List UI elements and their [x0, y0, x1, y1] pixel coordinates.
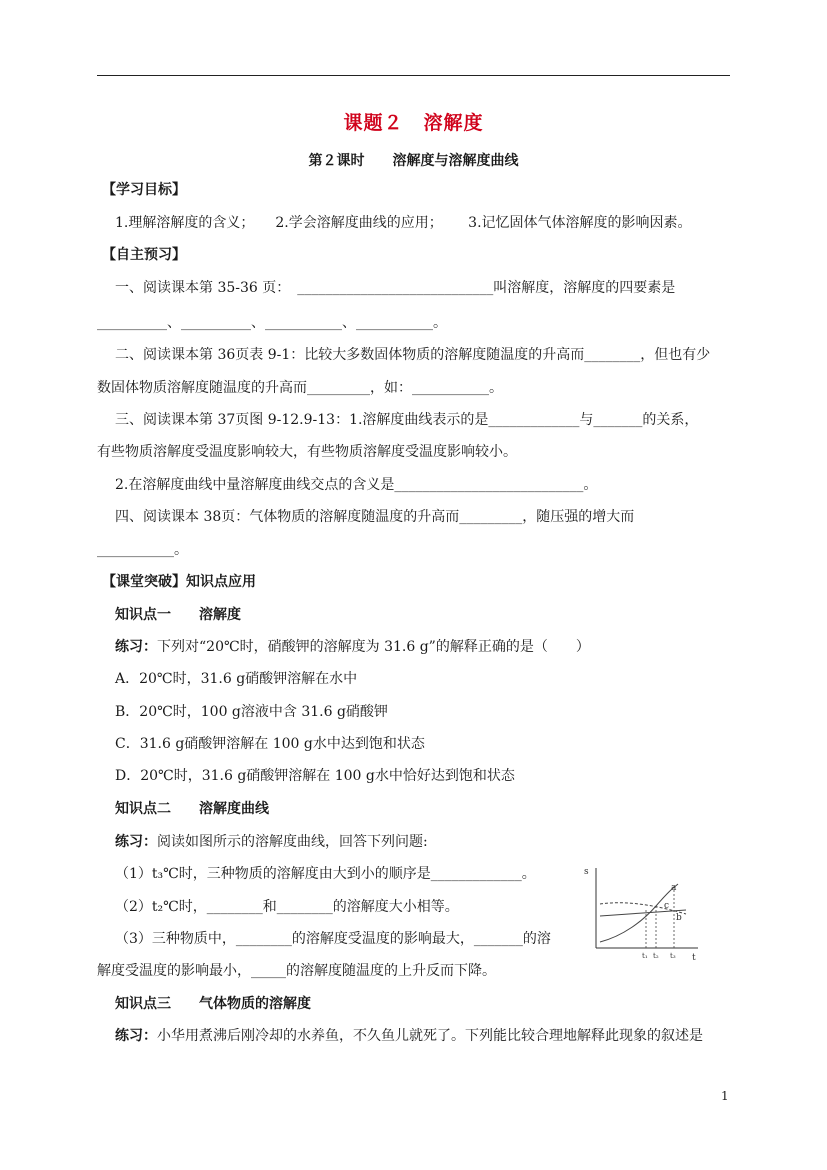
- curve-b: [600, 910, 686, 916]
- curve-b-label: b: [676, 913, 682, 923]
- preview-p1-line2: __________、__________、___________、___________。: [97, 315, 447, 331]
- k2-question: [115, 833, 428, 851]
- curve-c: [600, 903, 686, 914]
- preview-p4-line2: ___________。: [97, 542, 188, 558]
- k1-option-c: C．31.6 g硝酸钾溶解在 100 g水中达到饱和状态: [115, 736, 425, 752]
- x-axis-label: t: [692, 953, 696, 963]
- k2-sub3-line2: 解度受温度的影响最小，_____的溶解度随温度的上升反而下降。: [97, 963, 496, 979]
- preview-p1-line1: 一、阅读课本第 35-36 页： ____________________________叫溶解度，溶解度的四要素是: [115, 280, 676, 296]
- k1-title: 知识点一 溶解度: [115, 607, 241, 623]
- curve-a-label: a: [671, 883, 677, 893]
- k2-question-label: 练习：: [115, 834, 157, 850]
- k2-question-text: 阅读如图所示的溶解度曲线，回答下列问题:: [157, 834, 428, 850]
- solubility-curve-figure: [578, 856, 708, 966]
- preview-p2-line1: 二、阅读课本第 36页表 9-1：比较大多数固体物质的溶解度随温度的升高而________，但也有少: [115, 347, 711, 363]
- k1-option-b: B．20℃时，100 g溶液中含 31.6 g硝酸钾: [115, 704, 388, 720]
- lesson-subtitle: 第２课时 溶解度与溶解度曲线: [308, 153, 519, 169]
- k3-question-label: 练习：: [115, 1028, 157, 1044]
- goals-heading: 【学习目标】: [102, 182, 186, 198]
- preview-heading: 【自主预习】: [102, 247, 186, 263]
- k2-sub1: （1）t₃℃时，三种物质的溶解度由大到小的顺序是_____________。: [115, 866, 536, 882]
- k1-option-d: D．20℃时，31.6 g硝酸钾溶解在 100 g水中恰好达到饱和状态: [115, 768, 515, 784]
- preview-p3-line2: 有些物质溶解度受温度影响较大，有些物质溶解度受温度影响较小。: [97, 444, 517, 460]
- k3-title: 知识点三 气体物质的溶解度: [115, 996, 311, 1012]
- preview-p3-line3: 2.在溶解度曲线中量溶解度曲线交点的含义是___________________________。: [115, 477, 598, 493]
- lesson-title: 课题２ 溶解度: [343, 112, 484, 134]
- page-number: 1: [721, 1089, 729, 1103]
- k3-question-text: 小华用煮沸后刚冷却的水养鱼，不久鱼儿就死了。下列能比较合理地解释此现象的叙述是: [157, 1028, 703, 1044]
- header-rule: [97, 75, 730, 76]
- k1-question-text: 下列对“20℃时，硝酸钾的溶解度为 31.6 g”的解释正确的是（ ）: [157, 639, 590, 655]
- k1-option-a: A．20℃时，31.6 g硝酸钾溶解在水中: [115, 671, 358, 687]
- preview-p3-line1: 三、阅读课本第 37页图 9-12.9-13：1.溶解度曲线表示的是_____________与_______的关系，: [115, 412, 699, 428]
- k2-sub2: （2）t₂℃时，________和________的溶解度大小相等。: [115, 899, 459, 915]
- tick-t3: t₃: [670, 952, 676, 960]
- k2-sub3-line1: （3）三种物质中，________的溶解度受温度的影响最大，_______的溶: [115, 931, 551, 947]
- k1-question: [115, 638, 590, 656]
- k3-question: [115, 1027, 703, 1045]
- y-axis-label: s: [584, 867, 589, 877]
- classroom-heading: 【课堂突破】知识点应用: [102, 574, 256, 590]
- tick-t1: t₁: [642, 952, 648, 960]
- preview-p2-line2: 数固体物质溶解度随温度的升高而_________，如：___________。: [97, 380, 503, 396]
- tick-t2: t₂: [653, 952, 659, 960]
- k2-title: 知识点二 溶解度曲线: [115, 801, 269, 817]
- goals-text: 1.理解溶解度的含义； 2.学会溶解度曲线的应用； 3.记忆固体气体溶解度的影响因素。: [115, 215, 692, 231]
- k1-question-label: 练习：: [115, 639, 157, 655]
- curve-c-label: c: [664, 901, 670, 911]
- preview-p4-line1: 四、阅读课本 38页：气体物质的溶解度随温度的升高而_________，随压强的增大而: [115, 509, 635, 525]
